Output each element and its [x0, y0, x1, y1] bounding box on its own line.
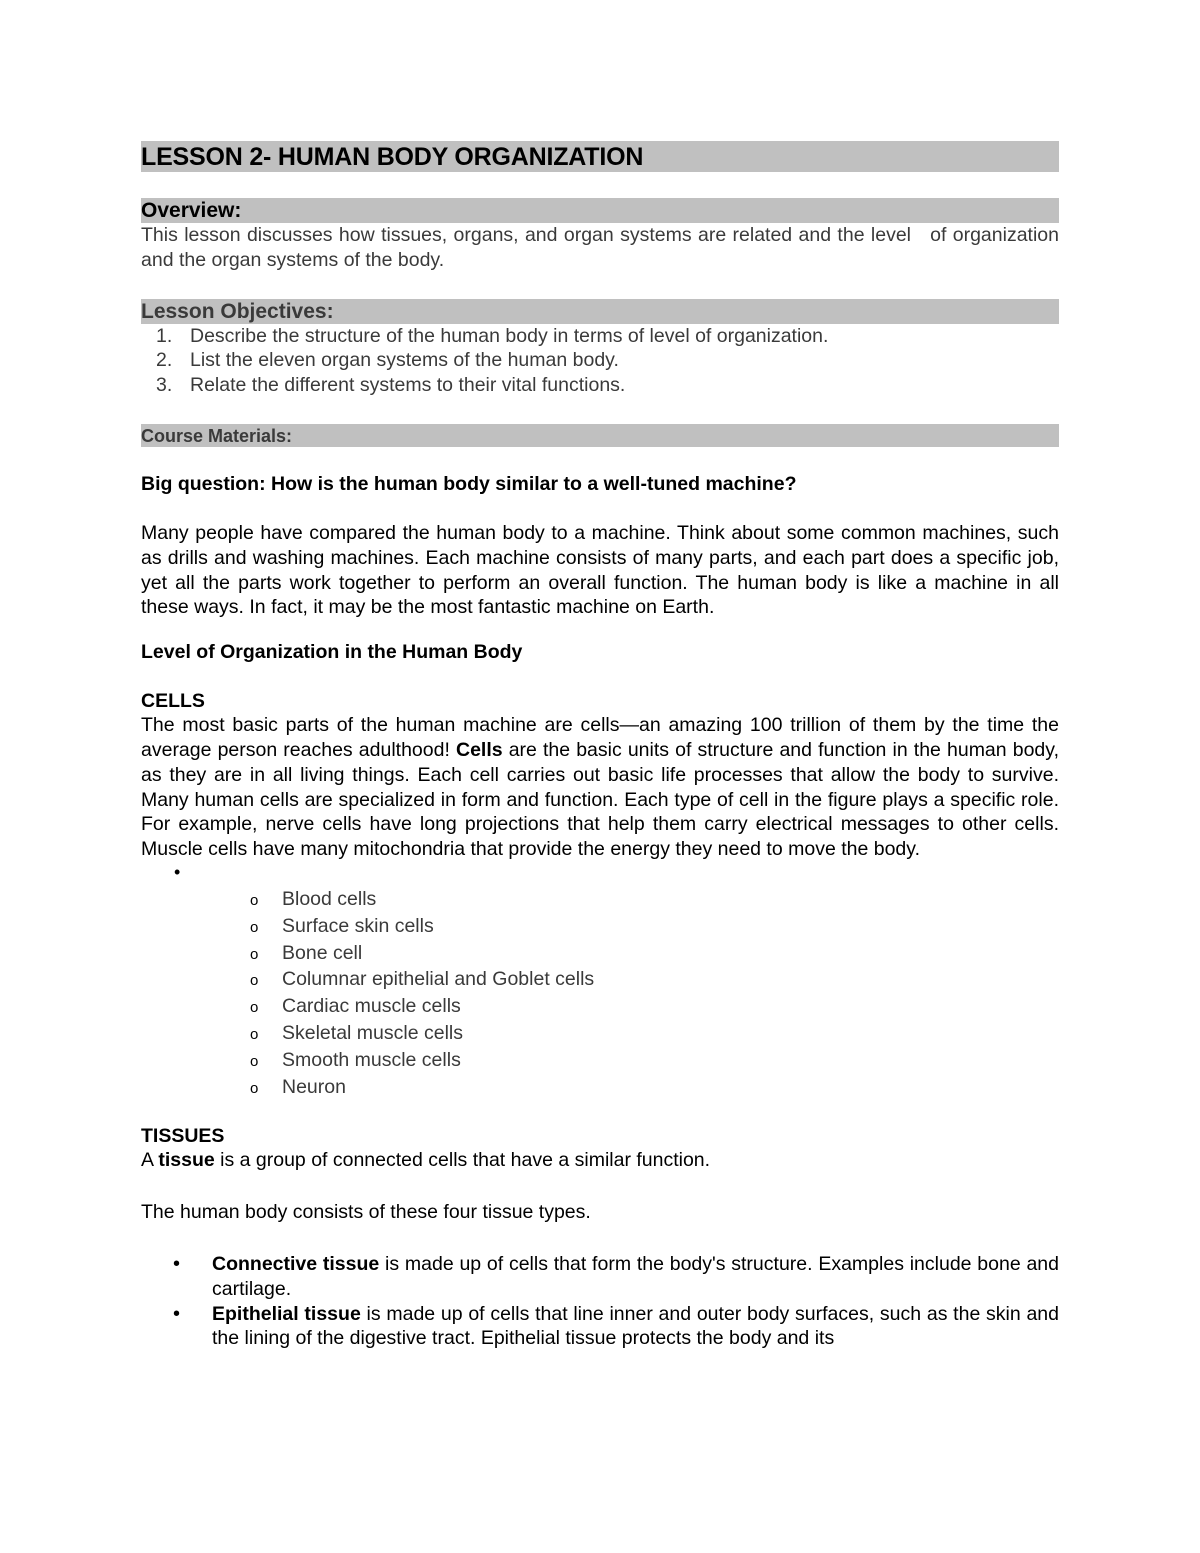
list-item: o Blood cells — [141, 886, 1059, 913]
big-question: Big question: How is the human body similar to a well-tuned machine? — [141, 472, 797, 495]
list-item: o Columnar epithelial and Goblet cells — [141, 966, 1059, 993]
tissues-heading: TISSUES — [141, 1125, 225, 1148]
spacer — [141, 496, 1059, 521]
list-item: • Epithelial tissue is made up of cells that line inner and outer body surfaces, such as the skin and the lining of the digestive tract. Epithelial tissue protects the body and its — [173, 1302, 1059, 1350]
list-item: o Skeletal muscle cells — [141, 1020, 1059, 1047]
circle-bullet-icon: o — [250, 918, 259, 936]
objective-item: 3. Relate the different systems to their vital functions. — [156, 374, 626, 397]
spacer — [141, 398, 1059, 424]
objectives-list — [141, 324, 1059, 398]
spacer — [141, 620, 1059, 640]
cells-term: Cells — [455, 738, 503, 761]
circle-bullet-icon: o — [250, 1052, 259, 1070]
level-heading: Level of Organization in the Human Body — [141, 641, 523, 664]
overview-heading: Overview: — [141, 198, 1059, 223]
objective-item: 2. List the eleven organ systems of the human body. — [156, 349, 619, 372]
list-item: o Smooth muscle cells — [141, 1047, 1059, 1074]
circle-bullet-icon: o — [250, 999, 259, 1017]
objective-item: 1. Describe the structure of the human body in terms of level of organization. — [156, 324, 829, 347]
spacer — [141, 664, 1059, 689]
circle-bullet-icon: o — [250, 972, 259, 990]
empty-bullet-item — [141, 862, 1059, 886]
tissue-term: tissue — [158, 1149, 215, 1172]
list-item: o Surface skin cells — [141, 913, 1059, 940]
cells-heading: CELLS — [141, 690, 205, 713]
bullet-icon: • — [173, 1302, 181, 1325]
spacer — [141, 1100, 1059, 1124]
objectives-heading: Lesson Objectives: — [141, 299, 1059, 324]
spacer — [141, 273, 1059, 299]
intro-paragraph: Many people have compared the human body to a machine. Think about some common machines, such as drills and washing machines. Each machine consists of many parts, and each part does a specific job, yet all the parts work together to perform an overall function. The human body is like a machine in all these ways. In fact, it may be the most fantastic machine on Earth. — [141, 521, 1059, 619]
circle-bullet-icon: o — [250, 1025, 259, 1043]
lesson-title: LESSON 2- HUMAN BODY ORGANIZATION — [141, 141, 1059, 172]
list-item: o Cardiac muscle cells — [141, 993, 1059, 1020]
circle-bullet-icon: o — [250, 1079, 259, 1097]
spacer — [141, 1173, 1059, 1200]
circle-bullet-icon: o — [250, 945, 259, 963]
list-item: o Neuron — [141, 1074, 1059, 1101]
tissue-definition: A tissue is a group of connected cells that have a similar function. — [141, 1149, 711, 1172]
list-item: • Connective tissue is made up of cells that form the body's structure. Examples include bone and cartilage. — [173, 1252, 1059, 1300]
tissue-types-list — [141, 1252, 1059, 1351]
tissue-types-intro: The human body consists of these four tissue types. — [141, 1201, 591, 1224]
spacer — [141, 172, 1059, 198]
spacer — [141, 1225, 1059, 1252]
circle-bullet-icon: o — [250, 891, 259, 909]
course-materials-heading: Course Materials: — [141, 424, 1059, 447]
document-page — [141, 141, 1059, 1351]
cells-paragraph: The most basic parts of the human machine are cells—an amazing 100 trillion of them by the time the average person reaches adulthood! Cells are the basic units of structure and function in the human body, as they are in all living things. Each cell carries out basic life processes that allow the body to survive. Many human cells are specialized in form and function. Each type of cell in the figure plays a specific role. For example, nerve cells have long projections that help them carry electrical messages to other cells. Muscle cells have many mitochondria that provide the energy they need to move the body. — [141, 714, 1059, 861]
cell-types-list — [141, 886, 1059, 1100]
bullet-icon: • — [174, 861, 181, 882]
list-item: o Bone cell — [141, 940, 1059, 967]
spacer — [141, 447, 1059, 472]
bullet-icon: • — [173, 1252, 181, 1275]
overview-text: This lesson discusses how tissues, organs, and organ systems are related and the level of organization and the organ systems of the body. — [141, 224, 1059, 271]
